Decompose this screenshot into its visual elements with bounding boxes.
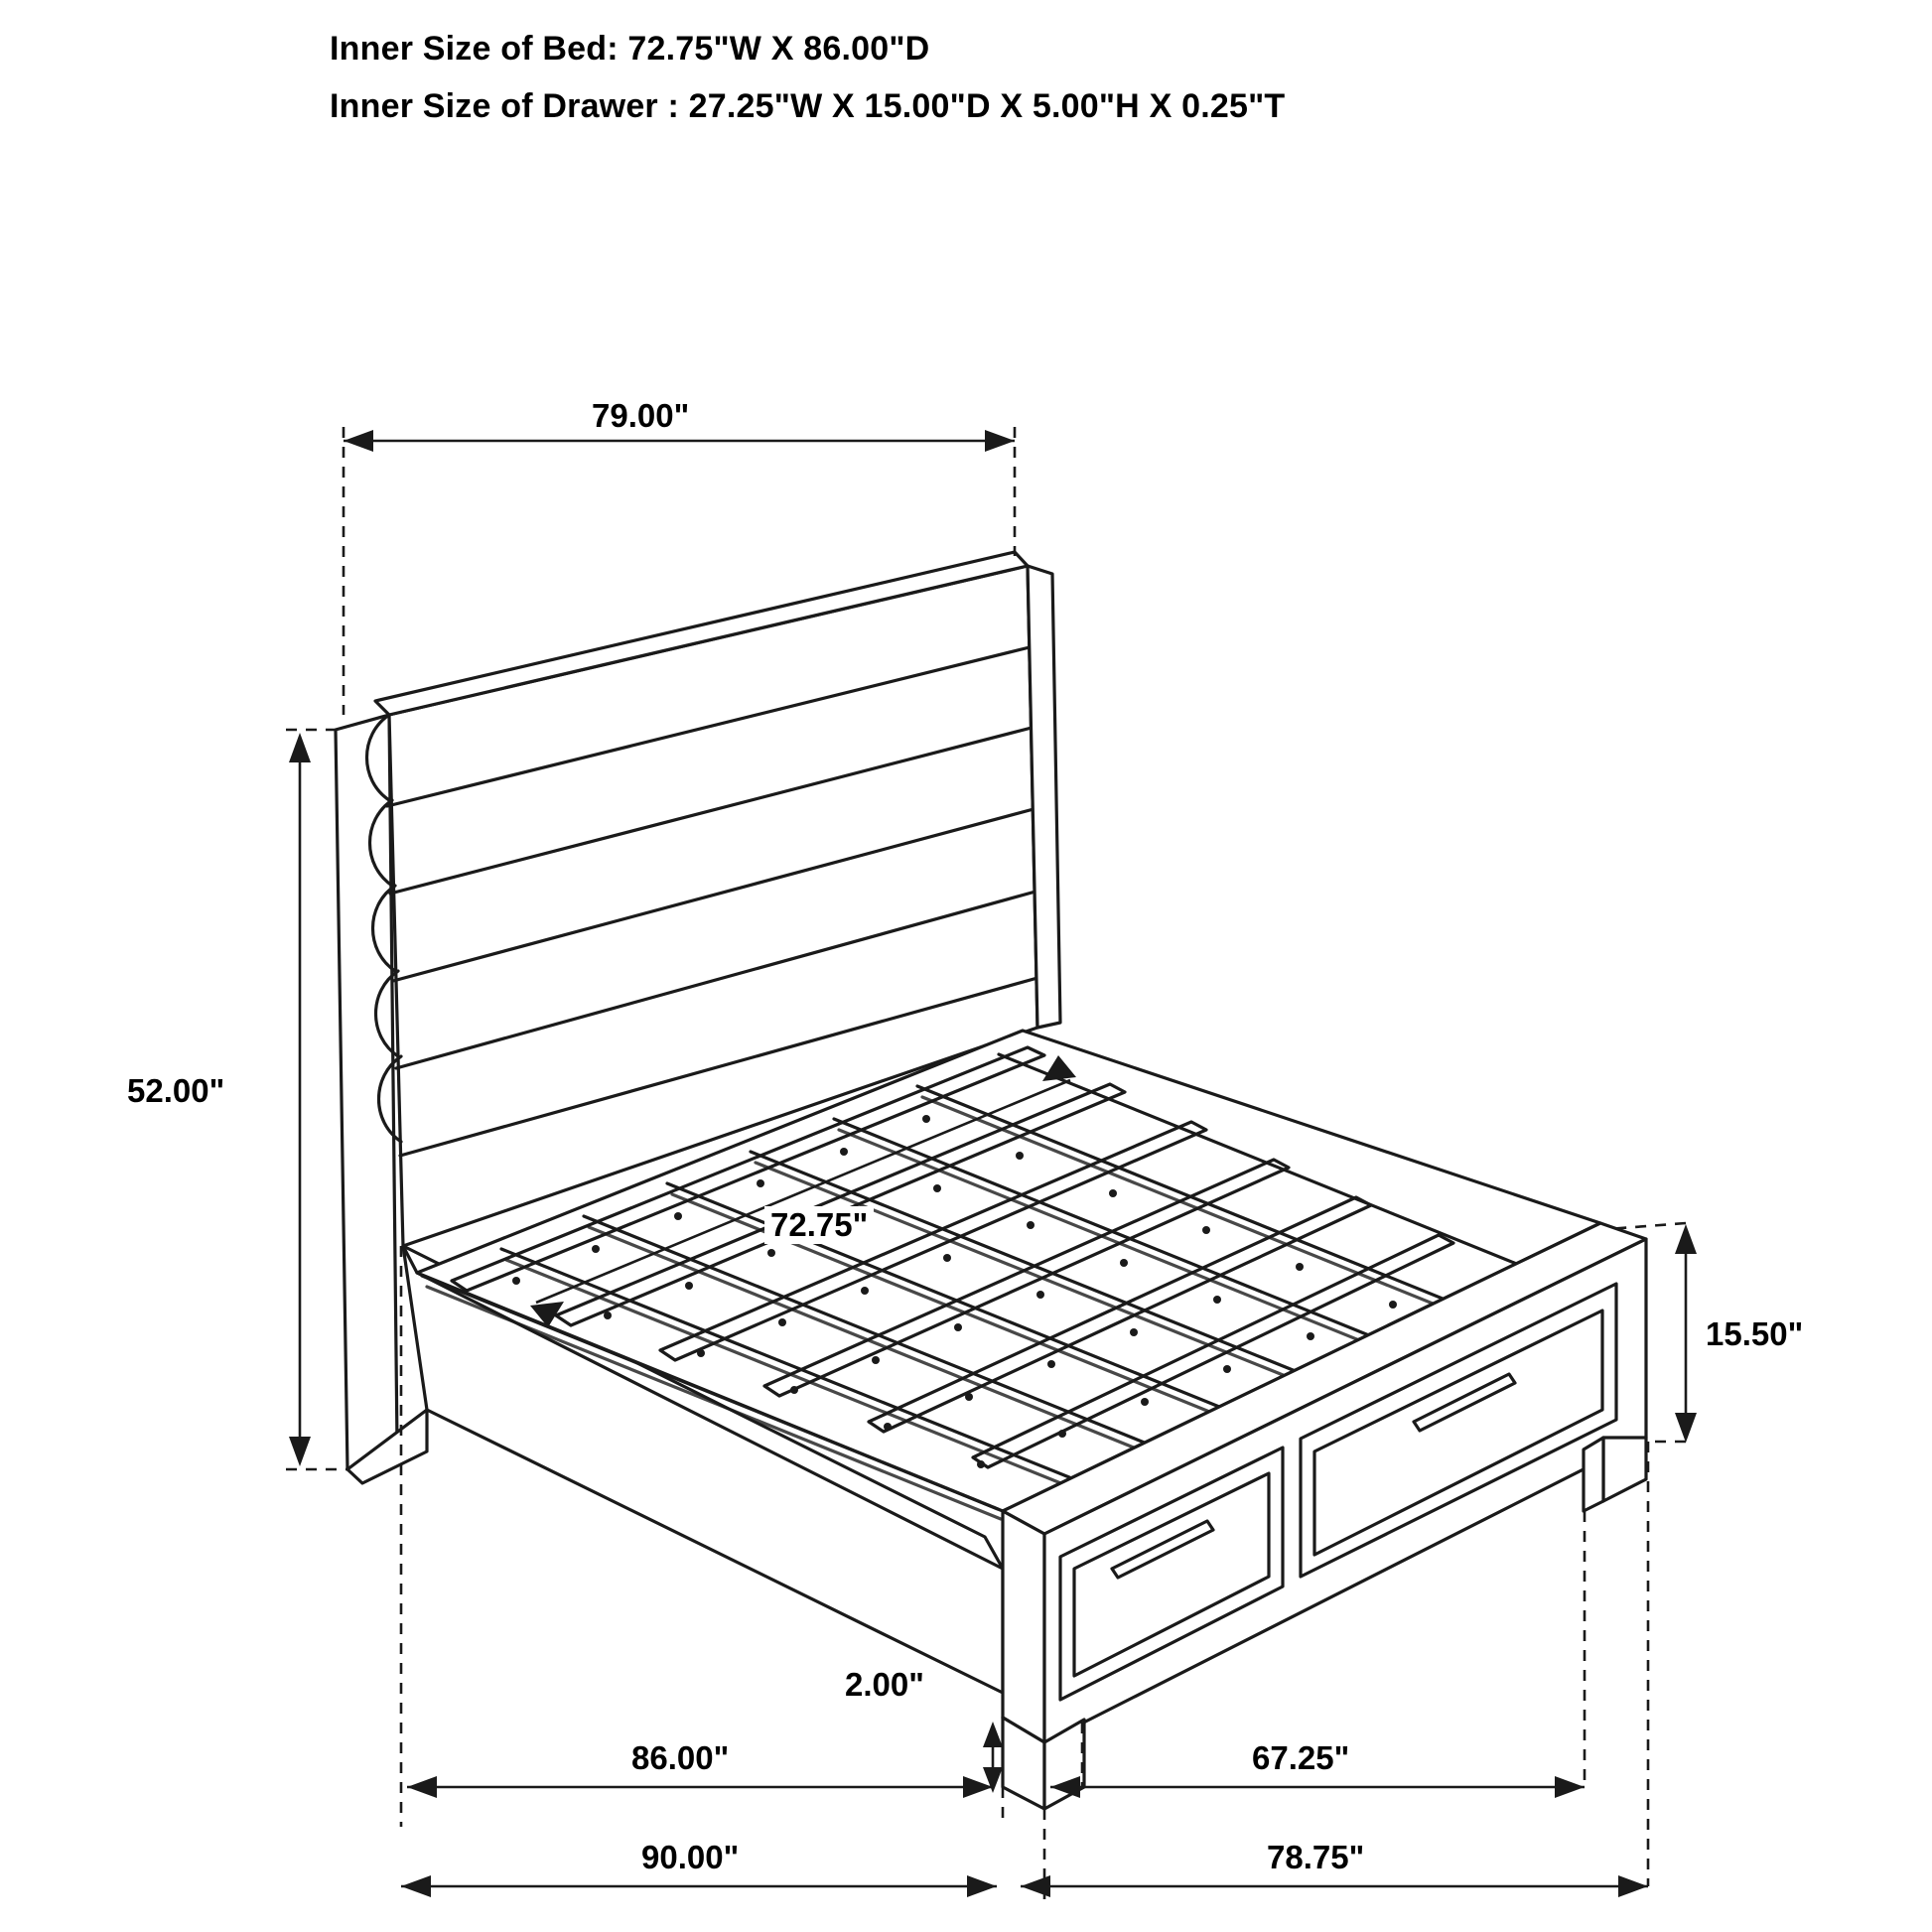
dimension-footboard-height: 15.50" <box>1700 1315 1809 1353</box>
dimension-inner-width: 72.75" <box>764 1206 874 1244</box>
inner-size-bed-note: Inner Size of Bed: 72.75"W X 86.00"D <box>330 30 930 68</box>
dimension-overall-width: 78.75" <box>1261 1839 1370 1876</box>
dimension-inner-depth: 86.00" <box>625 1739 735 1777</box>
dimension-footboard-inner-width: 67.25" <box>1246 1739 1355 1777</box>
inner-size-drawer-note: Inner Size of Drawer : 27.25"W X 15.00"D X 5.00"H X 0.25"T <box>330 87 1286 125</box>
dimension-headboard-width: 79.00" <box>586 397 695 435</box>
dimension-headboard-height: 52.00" <box>121 1072 230 1110</box>
dimension-overall-depth: 90.00" <box>635 1839 745 1876</box>
dimension-leg-clearance: 2.00" <box>839 1666 930 1704</box>
